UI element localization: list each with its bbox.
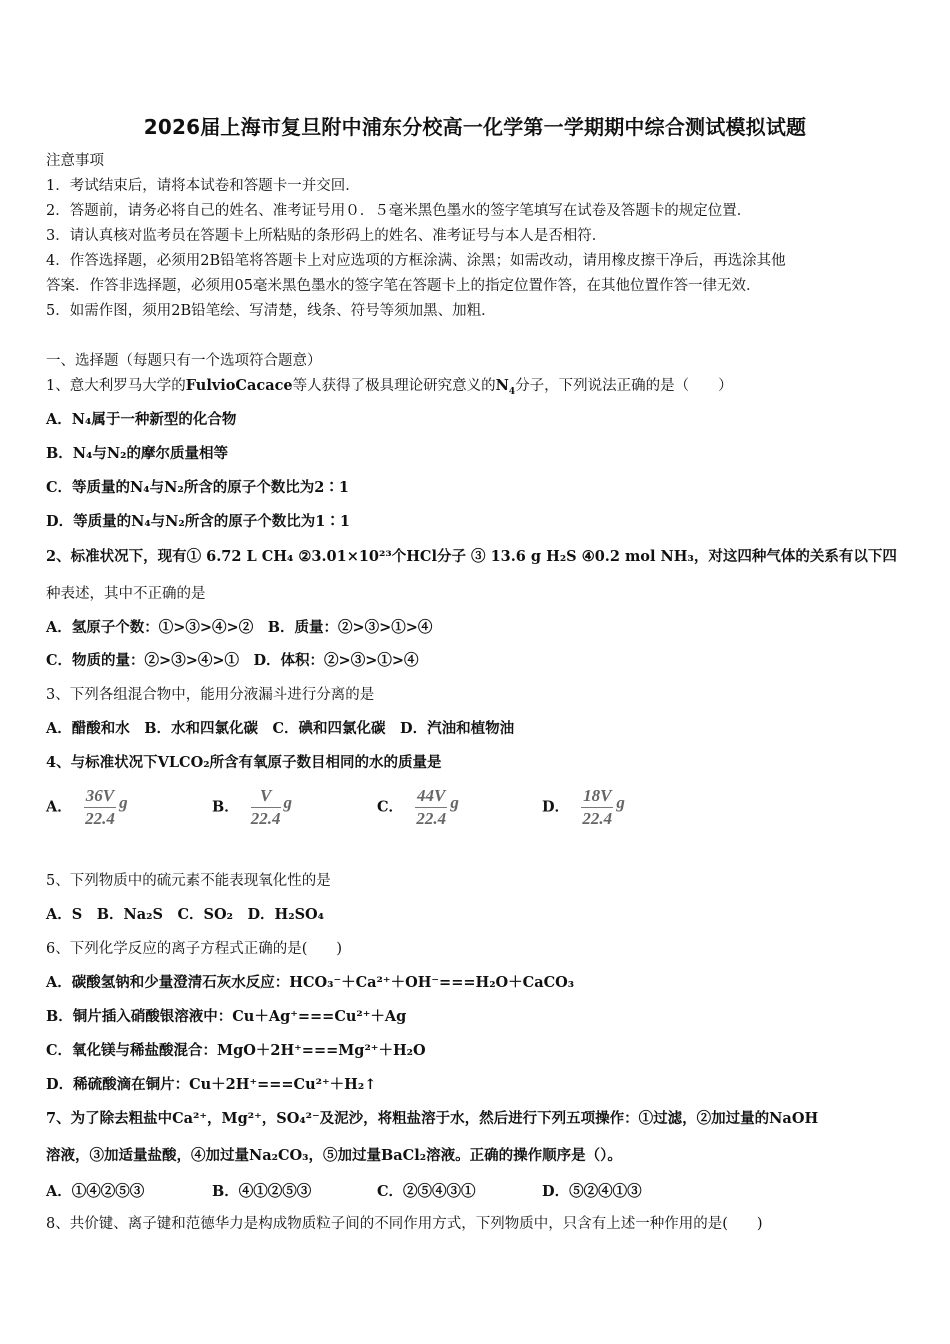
question-2-options-cd[interactable]: C．物质的量：②>③>④>① D．体积：②>③>①>④ bbox=[46, 652, 419, 669]
question-4-option-c[interactable]: C． $\frac{44V}{22.4}$ g bbox=[377, 786, 459, 828]
notice-item-5: 5．如需作图，须用2B铅笔绘、写清楚，线条、符号等须加黑、加粗． bbox=[46, 303, 496, 319]
notice-item-4: 4．作答选择题，必须用2B铅笔将答题卡上对应选项的方框涂满、涂黑；如需改动，请用橡皮擦干净后，再选涂其他 bbox=[46, 253, 786, 269]
question-1-option-d[interactable]: D．等质量的N₄与N₂所含的原子个数比为1∶1 bbox=[46, 513, 350, 530]
fraction: $\frac{36V}{22.4}$ bbox=[85, 786, 115, 828]
page-title: 2026届上海市复旦附中浦东分校高一化学第一学期期中综合测试模拟试题 bbox=[143, 115, 807, 139]
question-4-option-b[interactable]: B． $\frac{V}{22.4}$ g bbox=[212, 786, 293, 828]
question-5-options[interactable]: A．S B．Na₂S C．SO₂ D．H₂SO₄ bbox=[46, 906, 325, 923]
question-3-options[interactable]: A．醋酸和水 B．水和四氯化碳 C．碘和四氯化碳 D．汽油和植物油 bbox=[46, 720, 515, 737]
question-3-stem: 3、下列各组混合物中，能用分液漏斗进行分离的是 bbox=[46, 687, 375, 703]
question-2-stem-line1: 2、标准状况下，现有① 6.72 L CH₄ ②3.01×10²³个HCl分子 ③ 13.6 g H₂S ④0.2 mol NH₃，对这四种气体的关系有以下四 bbox=[46, 548, 897, 565]
question-1-option-c[interactable]: C．等质量的N₄与N₂所含的原子个数比为2∶1 bbox=[46, 479, 349, 496]
notice-item-4-cont: 答案．作答非选择题，必须用05毫米黑色墨水的签字笔在答题卡上的指定位置作答，在其他位置作答一律无效． bbox=[46, 278, 761, 294]
question-4-stem: 4、与标准状况下VLCO₂所含有氧原子数目相同的水的质量是 bbox=[46, 754, 442, 771]
notice-item-2: 2．答题前，请务必将自己的姓名、准考证号用０．５毫米黑色墨水的签字笔填写在试卷及答题卡的规定位置． bbox=[46, 203, 752, 219]
question-6-option-c[interactable]: C．氧化镁与稀盐酸混合：MgO＋2H⁺===Mg²⁺＋H₂O bbox=[46, 1042, 426, 1059]
question-7-option-b[interactable]: B．④①②⑤③ bbox=[212, 1183, 312, 1200]
question-8-stem: 8、共价键、离子键和范德华力是构成物质粒子间的不同作用方式，下列物质中，只含有上述一种作用的是( ) bbox=[46, 1216, 763, 1232]
question-6-option-d[interactable]: D．稀硫酸滴在铜片：Cu＋2H⁺===Cu²⁺＋H₂↑ bbox=[46, 1076, 377, 1093]
question-7-option-a[interactable]: A．①④②⑤③ bbox=[46, 1183, 145, 1200]
question-1-stem: 1、意大利罗马大学的FulvioCacace等人获得了极具理论研究意义的$N_4$分子，下列说法正确的是（ ） bbox=[46, 377, 733, 397]
question-6-option-a[interactable]: A．碳酸氢钠和少量澄清石灰水反应：HCO₃⁻＋Ca²⁺＋OH⁻===H₂O＋CaCO₃ bbox=[46, 974, 575, 991]
question-5-stem: 5、下列物质中的硫元素不能表现氧化性的是 bbox=[46, 873, 331, 889]
question-1-option-a[interactable]: A．N₄属于一种新型的化合物 bbox=[46, 411, 237, 428]
question-7-option-d[interactable]: D．⑤②④①③ bbox=[542, 1183, 642, 1200]
question-1-option-b[interactable]: B．N₄与N₂的摩尔质量相等 bbox=[46, 445, 228, 462]
question-7-stem-line2: 溶液，③加适量盐酸，④加过量Na₂CO₃，⑤加过量BaCl₂溶液。正确的操作顺序是（）。 bbox=[46, 1147, 622, 1164]
question-2-stem-line2: 种表述，其中不正确的是 bbox=[46, 586, 206, 602]
question-6-option-b[interactable]: B．铜片插入硝酸银溶液中：Cu＋Ag⁺===Cu²⁺＋Ag bbox=[46, 1008, 407, 1025]
notice-item-1: 1．考试结束后，请将本试卷和答题卡一并交回． bbox=[46, 178, 360, 194]
question-7-stem-line1: 7、为了除去粗盐中Ca²⁺，Mg²⁺，SO₄²⁻及泥沙，将粗盐溶于水，然后进行下列五项操作：①过滤，②加过量的NaOH bbox=[46, 1110, 819, 1127]
fraction: $\frac{V}{22.4}$ bbox=[250, 786, 281, 828]
question-4-option-d[interactable]: D． $\frac{18V}{22.4}$ g bbox=[542, 786, 625, 828]
fraction: $\frac{18V}{22.4}$ bbox=[582, 786, 613, 828]
question-6-stem: 6、下列化学反应的离子方程式正确的是( ) bbox=[46, 941, 343, 957]
question-7-option-c[interactable]: C．②⑤④③① bbox=[377, 1183, 476, 1200]
section-heading: 一、选择题（每题只有一个选项符合题意） bbox=[46, 353, 322, 369]
notice-item-3: 3．请认真核对监考员在答题卡上所粘贴的条形码上的姓名、准考证号与本人是否相符． bbox=[46, 228, 607, 244]
notice-heading: 注意事项 bbox=[46, 153, 104, 169]
question-4-option-a[interactable]: A． $\frac{36V}{22.4}$ g bbox=[46, 786, 128, 828]
fraction: $\frac{44V}{22.4}$ bbox=[416, 786, 447, 828]
question-2-options-ab[interactable]: A．氢原子个数：①>③>④>② B．质量：②>③>①>④ bbox=[46, 619, 433, 636]
